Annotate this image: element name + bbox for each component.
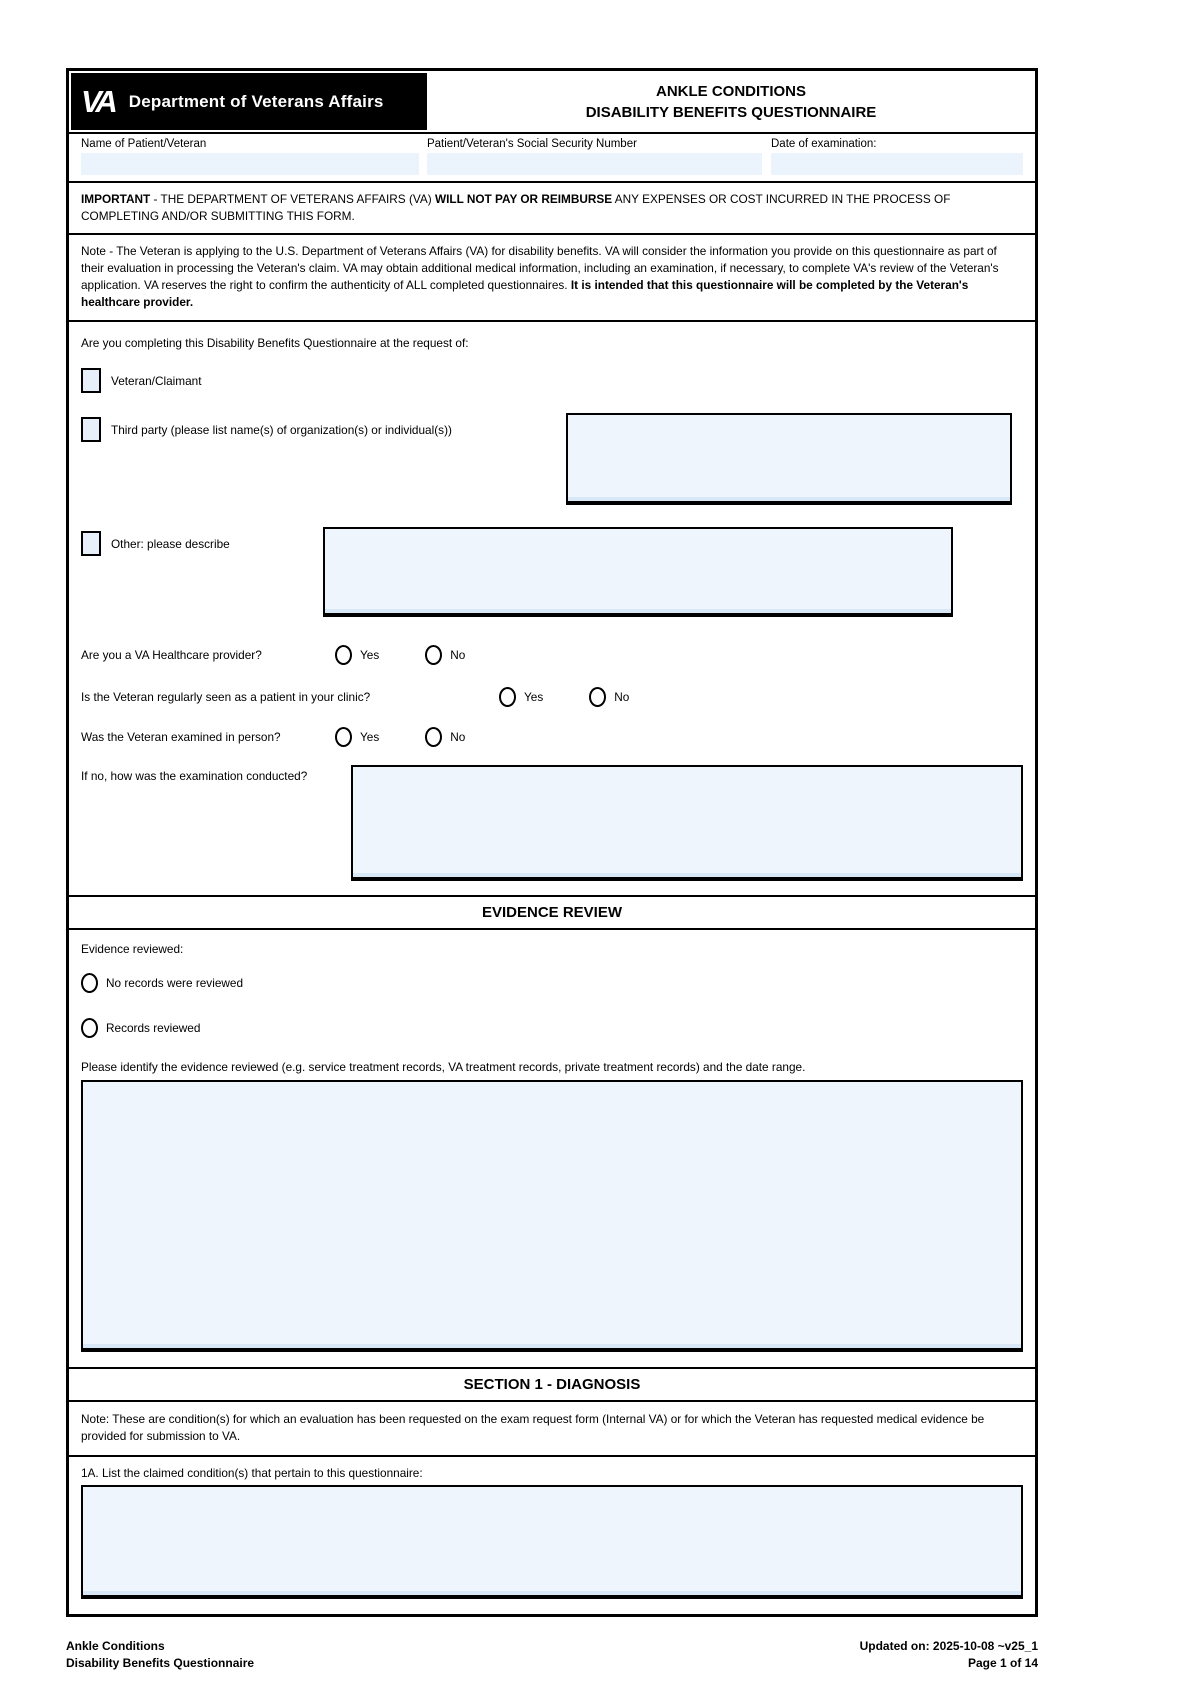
note-bold-text: It is intended that this questionnaire will be completed by the Veteran's healthcare provider. — [81, 278, 969, 310]
va-provider-question-label: Are you a VA Healthcare provider? — [81, 647, 262, 662]
va-logo-icon: VA — [81, 84, 114, 119]
records-reviewed-label: Records reviewed — [106, 1020, 201, 1035]
important-text-2: ANY EXPENSES OR COST INCURRED IN THE PROCESS OF COMPLETING AND/OR SUBMITTING THIS FORM. — [81, 192, 951, 224]
option-other — [81, 531, 1023, 617]
question-1a — [69, 1457, 1035, 1614]
question-va-provider — [81, 645, 1023, 665]
veteran-claimant-checkbox[interactable] — [81, 368, 101, 393]
exam-date-label: Date of examination: — [771, 138, 877, 150]
regular-patient-yes-radio[interactable] — [499, 687, 516, 707]
va-provider-no-radio[interactable] — [425, 645, 442, 665]
regular-patient-no-label: No — [614, 689, 630, 704]
form-title-line2: DISABILITY BENEFITS QUESTIONNAIRE — [585, 103, 877, 121]
footer-version-info — [860, 1638, 1038, 1673]
section1-note: Note: These are condition(s) for which an evaluation has been requested on the exam request form (Internal VA) or for which the Veteran has requested medical evidence be provided for submission to VA. — [69, 1402, 1035, 1457]
other-textarea[interactable] — [323, 527, 953, 617]
examined-yes-label: Yes — [360, 729, 380, 744]
section1-header: SECTION 1 - DIAGNOSIS — [69, 1369, 1035, 1402]
option-no-records — [81, 973, 1023, 993]
question-1a-textarea[interactable] — [81, 1485, 1023, 1599]
veteran-claimant-label: Veteran/Claimant — [111, 373, 202, 388]
other-checkbox[interactable] — [81, 531, 101, 556]
examined-no-label: No — [450, 729, 466, 744]
footer-form-name — [66, 1638, 254, 1673]
important-label: IMPORTANT — [81, 192, 151, 206]
option-veteran-claimant — [81, 368, 1023, 393]
page-footer — [66, 1638, 1038, 1673]
footer-updated-on: Updated on: 2025-10-08 ~v25_1 — [859, 1639, 1038, 1653]
question-regular-patient — [81, 687, 1023, 707]
patient-name-input[interactable] — [81, 153, 419, 175]
no-records-label: No records were reviewed — [106, 975, 244, 990]
request-section — [69, 322, 1035, 897]
evidence-reviewed-label: Evidence reviewed: — [81, 941, 184, 956]
patient-name-group — [81, 138, 427, 176]
if-no-question-label: If no, how was the examination conducted? — [81, 768, 308, 783]
examined-no-radio[interactable] — [425, 727, 442, 747]
no-records-radio[interactable] — [81, 973, 98, 993]
examined-question-label: Was the Veteran examined in person? — [81, 729, 281, 744]
patient-ssn-input[interactable] — [427, 153, 762, 175]
regular-patient-question-label: Is the Veteran regularly seen as a patient in your clinic? — [81, 689, 371, 704]
examined-yes-radio[interactable] — [335, 727, 352, 747]
patient-ssn-label: Patient/Veteran's Social Security Number — [426, 138, 637, 150]
va-provider-yes-radio[interactable] — [335, 645, 352, 665]
important-notice — [69, 183, 1035, 235]
request-question: Are you completing this Disability Benefits Questionnaire at the request of: — [81, 335, 469, 350]
evidence-review-header: EVIDENCE REVIEW — [69, 897, 1035, 930]
question-examined-in-person — [81, 727, 1023, 747]
note-text: Note - The Veteran is applying to the U.S. Department of Veterans Affairs (VA) for disability benefits. VA will consider the information you provide on this questionnaire as part of their evaluation in processing the Veteran's claim. VA may obtain additional medical information, including an examination, if necessary, to complete VA's review of the Veteran's application. VA reserves the right to confirm the authenticity of ALL completed questionnaires. — [81, 244, 999, 293]
exam-date-group — [771, 138, 1023, 176]
third-party-checkbox[interactable] — [81, 417, 101, 442]
va-provider-yes-label: Yes — [360, 647, 380, 662]
exam-date-input[interactable] — [771, 153, 1023, 175]
option-third-party — [81, 417, 1023, 505]
other-label: Other: please describe — [111, 536, 230, 551]
footer-page-number: Page 1 of 14 — [967, 1656, 1038, 1671]
question-1a-label: 1A. List the claimed condition(s) that pertain to this questionnaire: — [81, 1465, 423, 1480]
patient-ssn-group — [427, 138, 771, 176]
agency-name: Department of Veterans Affairs — [128, 91, 384, 111]
important-bold-phrase: WILL NOT PAY OR REIMBURSE — [434, 192, 613, 206]
va-logo — [71, 73, 427, 130]
footer-form-name-line2: Disability Benefits Questionnaire — [66, 1656, 255, 1671]
footer-form-name-line1: Ankle Conditions — [66, 1639, 165, 1653]
patient-identity-row — [69, 134, 1035, 183]
va-provider-no-label: No — [450, 647, 466, 662]
dbq-form — [66, 68, 1038, 1617]
third-party-label: Third party (please list name(s) of organization(s) or individual(s)) — [111, 422, 452, 437]
evidence-review-section — [69, 930, 1035, 1369]
identify-evidence-label: Please identify the evidence reviewed (e.g. service treatment records, VA treatment records, private treatment records) and the date range. — [81, 1059, 806, 1074]
form-title-line1: ANKLE CONDITIONS — [656, 82, 806, 100]
regular-patient-no-radio[interactable] — [589, 687, 606, 707]
patient-name-label: Name of Patient/Veteran — [81, 138, 207, 150]
third-party-textarea[interactable] — [566, 413, 1012, 505]
important-text-1: - THE DEPARTMENT OF VETERANS AFFAIRS (VA) — [150, 192, 435, 206]
if-no-textarea[interactable] — [351, 765, 1023, 881]
form-header — [69, 71, 1035, 134]
question-if-no — [81, 765, 1023, 881]
applicant-note — [69, 235, 1035, 321]
option-records-reviewed — [81, 1018, 1023, 1038]
regular-patient-yes-label: Yes — [524, 689, 544, 704]
identify-evidence-textarea[interactable] — [81, 1080, 1023, 1352]
form-title — [427, 71, 1035, 132]
records-reviewed-radio[interactable] — [81, 1018, 98, 1038]
